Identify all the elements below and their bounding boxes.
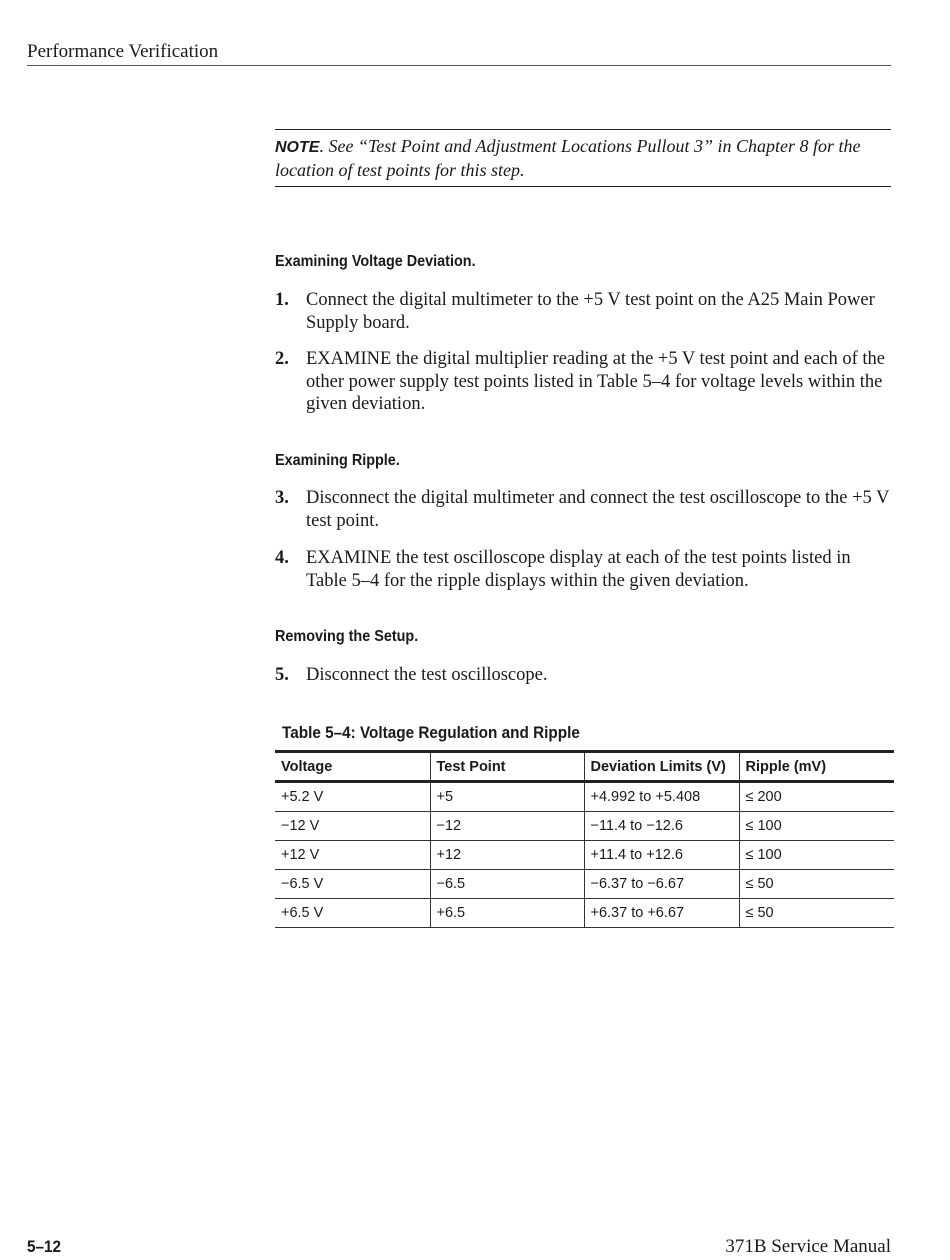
cell-test-point: +6.5 (430, 899, 584, 928)
step-3 (275, 487, 895, 532)
step-number: 1. (275, 290, 289, 310)
cell-deviation-limits: +4.992 to +5.408 (584, 782, 739, 812)
section-heading-ripple: Examining Ripple. (275, 452, 400, 469)
cell-deviation-limits: −11.4 to −12.6 (584, 812, 739, 841)
cell-ripple: ≤ 50 (745, 876, 774, 892)
step-text: Disconnect the digital multimeter and connect the test oscilloscope to the +5 V test point. (306, 488, 890, 531)
cell-voltage: −12 V (275, 812, 430, 841)
cell-ripple: ≤ 100 (745, 847, 782, 863)
voltage-regulation-table (275, 750, 894, 928)
note-box (275, 129, 891, 187)
step-number: 5. (275, 665, 289, 685)
step-number: 3. (275, 488, 289, 508)
table-row (275, 841, 894, 870)
page-header-title: Performance Verification (27, 41, 219, 62)
cell-ripple: ≤ 100 (745, 818, 782, 834)
cell-test-point: −6.5 (430, 870, 584, 899)
step-text: EXAMINE the test oscilloscope display at each of the test points listed in Table 5–4 for the ripple displays within the given deviation. (306, 548, 851, 591)
column-header-voltage: Voltage (275, 752, 430, 782)
step-number: 2. (275, 349, 289, 369)
cell-voltage: +6.5 V (275, 899, 430, 928)
step-5 (275, 664, 895, 687)
cell-test-point: −12 (430, 812, 584, 841)
cell-deviation-limits: +11.4 to +12.6 (584, 841, 739, 870)
section-heading-removing-setup: Removing the Setup. (275, 628, 419, 645)
step-1 (275, 289, 895, 334)
footer-page-number: 5–12 (27, 1237, 62, 1256)
step-text: EXAMINE the digital multiplier reading at the +5 V test point and each of the other power supply test points listed in Table 5–4 for voltage levels within the given deviation. (306, 349, 886, 414)
section-heading-voltage-deviation: Examining Voltage Deviation. (275, 253, 476, 270)
note-text: . See “Test Point and Adjustment Locations Pullout 3” in Chapter 8 for the location of test points for this step. (275, 136, 861, 180)
footer-manual-title: 371B Service Manual (725, 1236, 891, 1257)
cell-voltage: −6.5 V (275, 870, 430, 899)
note-label: NOTE (275, 139, 320, 156)
column-header-test-point: Test Point (430, 752, 584, 782)
table-row (275, 782, 894, 812)
table-row (275, 870, 894, 899)
cell-deviation-limits: +6.37 to +6.67 (584, 899, 739, 928)
table-row (275, 812, 894, 841)
column-header-deviation-limits: Deviation Limits (V) (584, 752, 739, 782)
step-text: Disconnect the test oscilloscope. (306, 665, 548, 685)
cell-ripple: ≤ 50 (745, 905, 774, 921)
cell-test-point: +12 (430, 841, 584, 870)
cell-ripple: ≤ 200 (745, 789, 782, 805)
cell-voltage: +5.2 V (275, 782, 430, 812)
column-header-ripple: Ripple (mV) (745, 758, 827, 775)
table-row (275, 899, 894, 928)
header-rule (27, 65, 891, 66)
table-title: Table 5–4: Voltage Regulation and Ripple (282, 723, 580, 742)
step-2 (275, 348, 895, 416)
step-text: Connect the digital multimeter to the +5 V test point on the A25 Main Power Supply board. (306, 290, 875, 333)
cell-test-point: +5 (430, 782, 584, 812)
step-4 (275, 547, 895, 592)
table-header-row (275, 752, 894, 782)
step-number: 4. (275, 548, 289, 568)
cell-voltage: +12 V (275, 841, 430, 870)
cell-deviation-limits: −6.37 to −6.67 (584, 870, 739, 899)
